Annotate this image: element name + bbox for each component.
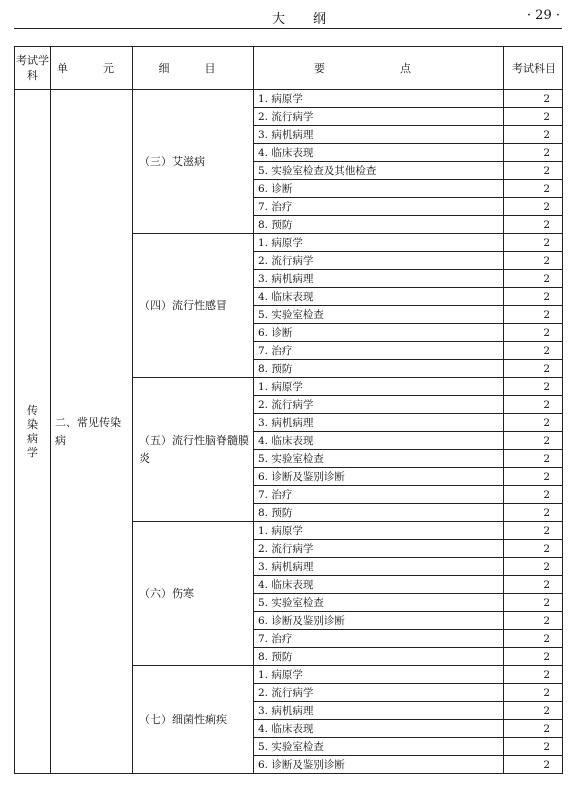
detail-cell bbox=[133, 234, 254, 378]
exam-course-cell: 2 bbox=[504, 468, 563, 486]
key-point-cell: 4. 临床表现 bbox=[254, 288, 504, 306]
exam-course-cell: 2 bbox=[504, 576, 563, 594]
unit-label: 二、常见传染病 bbox=[55, 415, 121, 447]
exam-course-cell: 2 bbox=[504, 90, 563, 108]
running-title: 大纲 bbox=[272, 12, 355, 27]
table-header bbox=[15, 47, 563, 90]
key-point-cell: 2. 流行病学 bbox=[254, 252, 504, 270]
key-point-cell: 7. 治疗 bbox=[254, 630, 504, 648]
exam-course-cell: 2 bbox=[504, 396, 563, 414]
key-point-cell: 3. 病机病理 bbox=[254, 126, 504, 144]
exam-course-cell: 2 bbox=[504, 108, 563, 126]
header-key-point: 要 点 bbox=[254, 47, 504, 90]
key-point-cell: 7. 治疗 bbox=[254, 198, 504, 216]
header-exam-course: 考试科目 bbox=[504, 47, 563, 90]
unit-cell bbox=[51, 90, 133, 774]
key-point-cell: 8. 预防 bbox=[254, 216, 504, 234]
detail-cell bbox=[133, 90, 254, 234]
exam-course-cell: 2 bbox=[504, 558, 563, 576]
key-point-cell: 5. 实验室检查 bbox=[254, 450, 504, 468]
header-exam-subject: 考试学科 bbox=[15, 47, 51, 90]
key-point-cell: 4. 临床表现 bbox=[254, 432, 504, 450]
exam-course-cell: 2 bbox=[504, 648, 563, 666]
key-point-cell: 8. 预防 bbox=[254, 504, 504, 522]
exam-course-cell: 2 bbox=[504, 450, 563, 468]
exam-course-cell: 2 bbox=[504, 198, 563, 216]
key-point-cell: 3. 病机病理 bbox=[254, 558, 504, 576]
key-point-cell: 2. 流行病学 bbox=[254, 540, 504, 558]
exam-course-cell: 2 bbox=[504, 522, 563, 540]
key-point-cell: 4. 临床表现 bbox=[254, 720, 504, 738]
exam-course-cell: 2 bbox=[504, 216, 563, 234]
key-point-cell: 5. 实验室检查及其他检查 bbox=[254, 162, 504, 180]
detail-label: （五）流行性脑脊髓膜炎 bbox=[139, 433, 249, 465]
subject-label: 传染病学 bbox=[27, 403, 38, 459]
key-point-cell: 8. 预防 bbox=[254, 360, 504, 378]
table-body bbox=[15, 90, 563, 774]
detail-cell bbox=[133, 522, 254, 666]
exam-course-cell: 2 bbox=[504, 288, 563, 306]
table-row bbox=[15, 90, 563, 108]
key-point-cell: 7. 治疗 bbox=[254, 486, 504, 504]
exam-course-cell: 2 bbox=[504, 234, 563, 252]
key-point-cell: 2. 流行病学 bbox=[254, 396, 504, 414]
exam-course-cell: 2 bbox=[504, 180, 563, 198]
key-point-cell: 3. 病机病理 bbox=[254, 270, 504, 288]
key-point-cell: 2. 流行病学 bbox=[254, 108, 504, 126]
page-number: · 29 · bbox=[526, 8, 560, 23]
exam-course-cell: 2 bbox=[504, 720, 563, 738]
key-point-cell: 2. 流行病学 bbox=[254, 684, 504, 702]
exam-course-cell: 2 bbox=[504, 306, 563, 324]
key-point-cell: 6. 诊断及鉴别诊断 bbox=[254, 756, 504, 774]
exam-course-cell: 2 bbox=[504, 270, 563, 288]
key-point-cell: 6. 诊断及鉴别诊断 bbox=[254, 468, 504, 486]
key-point-cell: 5. 实验室检查 bbox=[254, 594, 504, 612]
exam-course-cell: 2 bbox=[504, 594, 563, 612]
exam-course-cell: 2 bbox=[504, 360, 563, 378]
exam-course-cell: 2 bbox=[504, 378, 563, 396]
detail-cell bbox=[133, 666, 254, 774]
exam-course-cell: 2 bbox=[504, 684, 563, 702]
exam-course-cell: 2 bbox=[504, 252, 563, 270]
exam-course-cell: 2 bbox=[504, 756, 563, 774]
exam-course-cell: 2 bbox=[504, 666, 563, 684]
subject-cell bbox=[15, 90, 51, 774]
syllabus-table bbox=[14, 46, 563, 774]
key-point-cell: 4. 临床表现 bbox=[254, 576, 504, 594]
detail-label: （六）伤寒 bbox=[139, 586, 194, 600]
key-point-cell: 1. 病原学 bbox=[254, 522, 504, 540]
key-point-cell: 1. 病原学 bbox=[254, 378, 504, 396]
exam-course-cell: 2 bbox=[504, 126, 563, 144]
key-point-cell: 5. 实验室检查 bbox=[254, 738, 504, 756]
key-point-cell: 3. 病机病理 bbox=[254, 702, 504, 720]
exam-course-cell: 2 bbox=[504, 414, 563, 432]
exam-course-cell: 2 bbox=[504, 144, 563, 162]
exam-course-cell: 2 bbox=[504, 504, 563, 522]
exam-course-cell: 2 bbox=[504, 432, 563, 450]
exam-course-cell: 2 bbox=[504, 612, 563, 630]
page-header bbox=[14, 0, 562, 29]
exam-course-cell: 2 bbox=[504, 162, 563, 180]
detail-cell bbox=[133, 378, 254, 522]
exam-course-cell: 2 bbox=[504, 738, 563, 756]
exam-course-cell: 2 bbox=[504, 342, 563, 360]
detail-label: （四）流行性感冒 bbox=[139, 298, 227, 312]
key-point-cell: 1. 病原学 bbox=[254, 234, 504, 252]
key-point-cell: 5. 实验室检查 bbox=[254, 306, 504, 324]
header-detail: 细 目 bbox=[133, 47, 254, 90]
detail-label: （七）细菌性痢疾 bbox=[139, 712, 227, 726]
key-point-cell: 8. 预防 bbox=[254, 648, 504, 666]
key-point-cell: 1. 病原学 bbox=[254, 666, 504, 684]
key-point-cell: 6. 诊断及鉴别诊断 bbox=[254, 612, 504, 630]
header-unit: 单 元 bbox=[51, 47, 133, 90]
key-point-cell: 1. 病原学 bbox=[254, 90, 504, 108]
exam-course-cell: 2 bbox=[504, 630, 563, 648]
key-point-cell: 7. 治疗 bbox=[254, 342, 504, 360]
exam-course-cell: 2 bbox=[504, 540, 563, 558]
key-point-cell: 6. 诊断 bbox=[254, 180, 504, 198]
exam-course-cell: 2 bbox=[504, 702, 563, 720]
key-point-cell: 4. 临床表现 bbox=[254, 144, 504, 162]
exam-course-cell: 2 bbox=[504, 324, 563, 342]
detail-label: （三）艾滋病 bbox=[139, 154, 205, 168]
exam-course-cell: 2 bbox=[504, 486, 563, 504]
key-point-cell: 3. 病机病理 bbox=[254, 414, 504, 432]
key-point-cell: 6. 诊断 bbox=[254, 324, 504, 342]
